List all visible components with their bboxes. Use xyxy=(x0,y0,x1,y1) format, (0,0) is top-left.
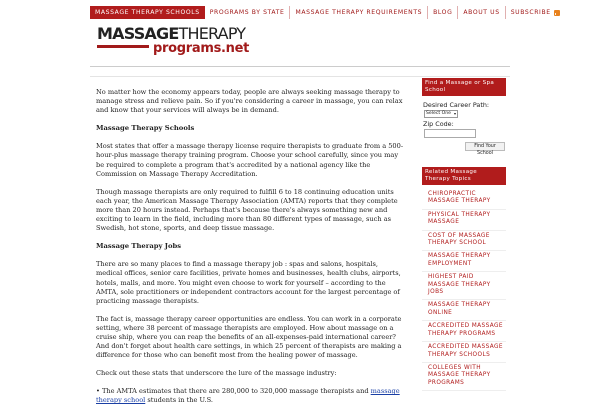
jobs-paragraph-2: The fact is, massage therapy career opportunities are endless. You can work in a corporate setting, where 38 percent of massage therapists are employed. How about massage on a cruise ship, where you can reap the benefits of an all-expenses-paid international career? And don't forget about health care settings, in which 25 percent of therapists are making a difference for those who can benefit most from the healing power of massage. xyxy=(96,314,402,360)
main-content xyxy=(96,88,406,415)
stats-intro-paragraph: Check out these stats that underscore the lure of the massage industry: xyxy=(96,369,337,378)
logo-massage-text: MASSAGE xyxy=(97,24,179,43)
related-topics-widget xyxy=(422,167,506,391)
content-divider xyxy=(90,76,510,77)
nav-blog[interactable]: BLOG xyxy=(428,6,458,19)
topic-link-physical-therapy[interactable]: PHYSICAL THERAPY MASSAGE xyxy=(422,210,506,231)
topic-link-chiropractic[interactable]: CHIROPRACTIC MASSAGE THERAPY xyxy=(422,189,506,210)
stats-bullet-item xyxy=(96,387,406,405)
top-navigation xyxy=(90,6,565,19)
topic-link-cost-of-school[interactable]: COST OF MASSAGE THERAPY SCHOOL xyxy=(422,231,506,252)
intro-paragraph: No matter how the economy appears today, people are always seeking massage therapy to manage stress and relieve pain. So if you're considering a career in massage, you can relax and know that your services will always be in demand. xyxy=(96,88,403,115)
rss-icon[interactable] xyxy=(554,10,560,16)
nav-about-us[interactable]: ABOUT US xyxy=(458,6,505,19)
sidebar xyxy=(422,78,506,391)
topic-link-employment[interactable]: MASSAGE THERAPY EMPLOYMENT xyxy=(422,251,506,272)
topic-link-colleges[interactable]: COLLEGES WITH MASSAGE THERAPY PROGRAMS xyxy=(422,363,506,391)
related-topics-title: Related Massage Therapy Topics xyxy=(422,167,506,185)
jobs-paragraph-1: There are so many places to find a massage therapy job : spas and salons, hospitals, medical offices, senior care facilities, private homes and businesses, health clubs, airports, hotels, malls, and more. You might even choose to work for yourself – according to the AMTA, sole practitioners or independent contractors account for the largest percentage of practicing massage therapists. xyxy=(96,260,401,305)
nav-programs-by-state[interactable]: PROGRAMS BY STATE xyxy=(205,6,291,19)
bullet-text-post: students in the U.S. xyxy=(145,396,213,405)
career-path-selected-value: Select One xyxy=(426,111,451,116)
bullet-text-pre: • The AMTA estimates that there are 280,000 to 320,000 massage therapists and xyxy=(96,387,371,396)
schools-paragraph-1: Most states that offer a massage therapy license require therapists to graduate from a 500-hour-plus massage therapy training program. Choose your school carefully, since you may be required to complete a program that's accredited by a national agency like the Commission on Massage Therapy Accreditation. xyxy=(96,142,404,178)
logo-wordmark xyxy=(97,26,247,42)
nav-subscribe[interactable] xyxy=(506,6,565,19)
zip-code-label: Zip Code: xyxy=(423,120,454,128)
topic-link-accredited-programs[interactable]: ACCREDITED MASSAGE THERAPY PROGRAMS xyxy=(422,321,506,342)
heading-massage-therapy-schools: Massage Therapy Schools xyxy=(96,124,195,133)
header-divider xyxy=(90,66,510,67)
career-path-select[interactable] xyxy=(424,110,458,118)
zip-code-input[interactable] xyxy=(424,129,476,138)
logo-domain-text: programs.net xyxy=(153,41,250,56)
heading-massage-therapy-jobs: Massage Therapy Jobs xyxy=(96,242,182,251)
find-school-button[interactable]: Find Your School xyxy=(465,142,505,151)
schools-paragraph-2: Though massage therapists are only required to fulfill 6 to 18 continuing education units each year, the American Massage Therapy Association (AMTA) reports that they complete more than 20 hours instead. Perhaps that's because there's always something new and exciting to learn in the field, including more than 80 different types of massage, such as Swedish, hot stone, sports, and deep tissue massage. xyxy=(96,187,398,233)
career-path-label: Desired Career Path: xyxy=(423,101,490,109)
nav-massage-therapy-requirements[interactable]: MASSAGE THERAPY REQUIREMENTS xyxy=(290,6,428,19)
logo-underline-bar xyxy=(97,45,149,48)
related-topics-list xyxy=(422,189,506,391)
topic-link-highest-paid-jobs[interactable]: HIGHEST PAID MASSAGE THERAPY JOBS xyxy=(422,272,506,300)
nav-massage-therapy-schools[interactable]: MASSAGE THERAPY SCHOOLS xyxy=(90,6,205,19)
chevron-down-icon: ▾ xyxy=(453,111,456,116)
topic-link-online[interactable]: MASSAGE THERAPY ONLINE xyxy=(422,300,506,321)
school-finder-form xyxy=(422,96,506,157)
school-finder-title: Find a Massage or Spa School xyxy=(422,78,506,96)
topic-link-accredited-schools[interactable]: ACCREDITED MASSAGE THERAPY SCHOOLS xyxy=(422,342,506,363)
massage-therapy-school-link[interactable]: massage therapy school xyxy=(96,387,400,405)
nav-subscribe-label: SUBSCRIBE xyxy=(510,9,551,16)
logo-therapy-text: THERAPY xyxy=(178,24,246,43)
site-logo[interactable] xyxy=(97,24,250,58)
